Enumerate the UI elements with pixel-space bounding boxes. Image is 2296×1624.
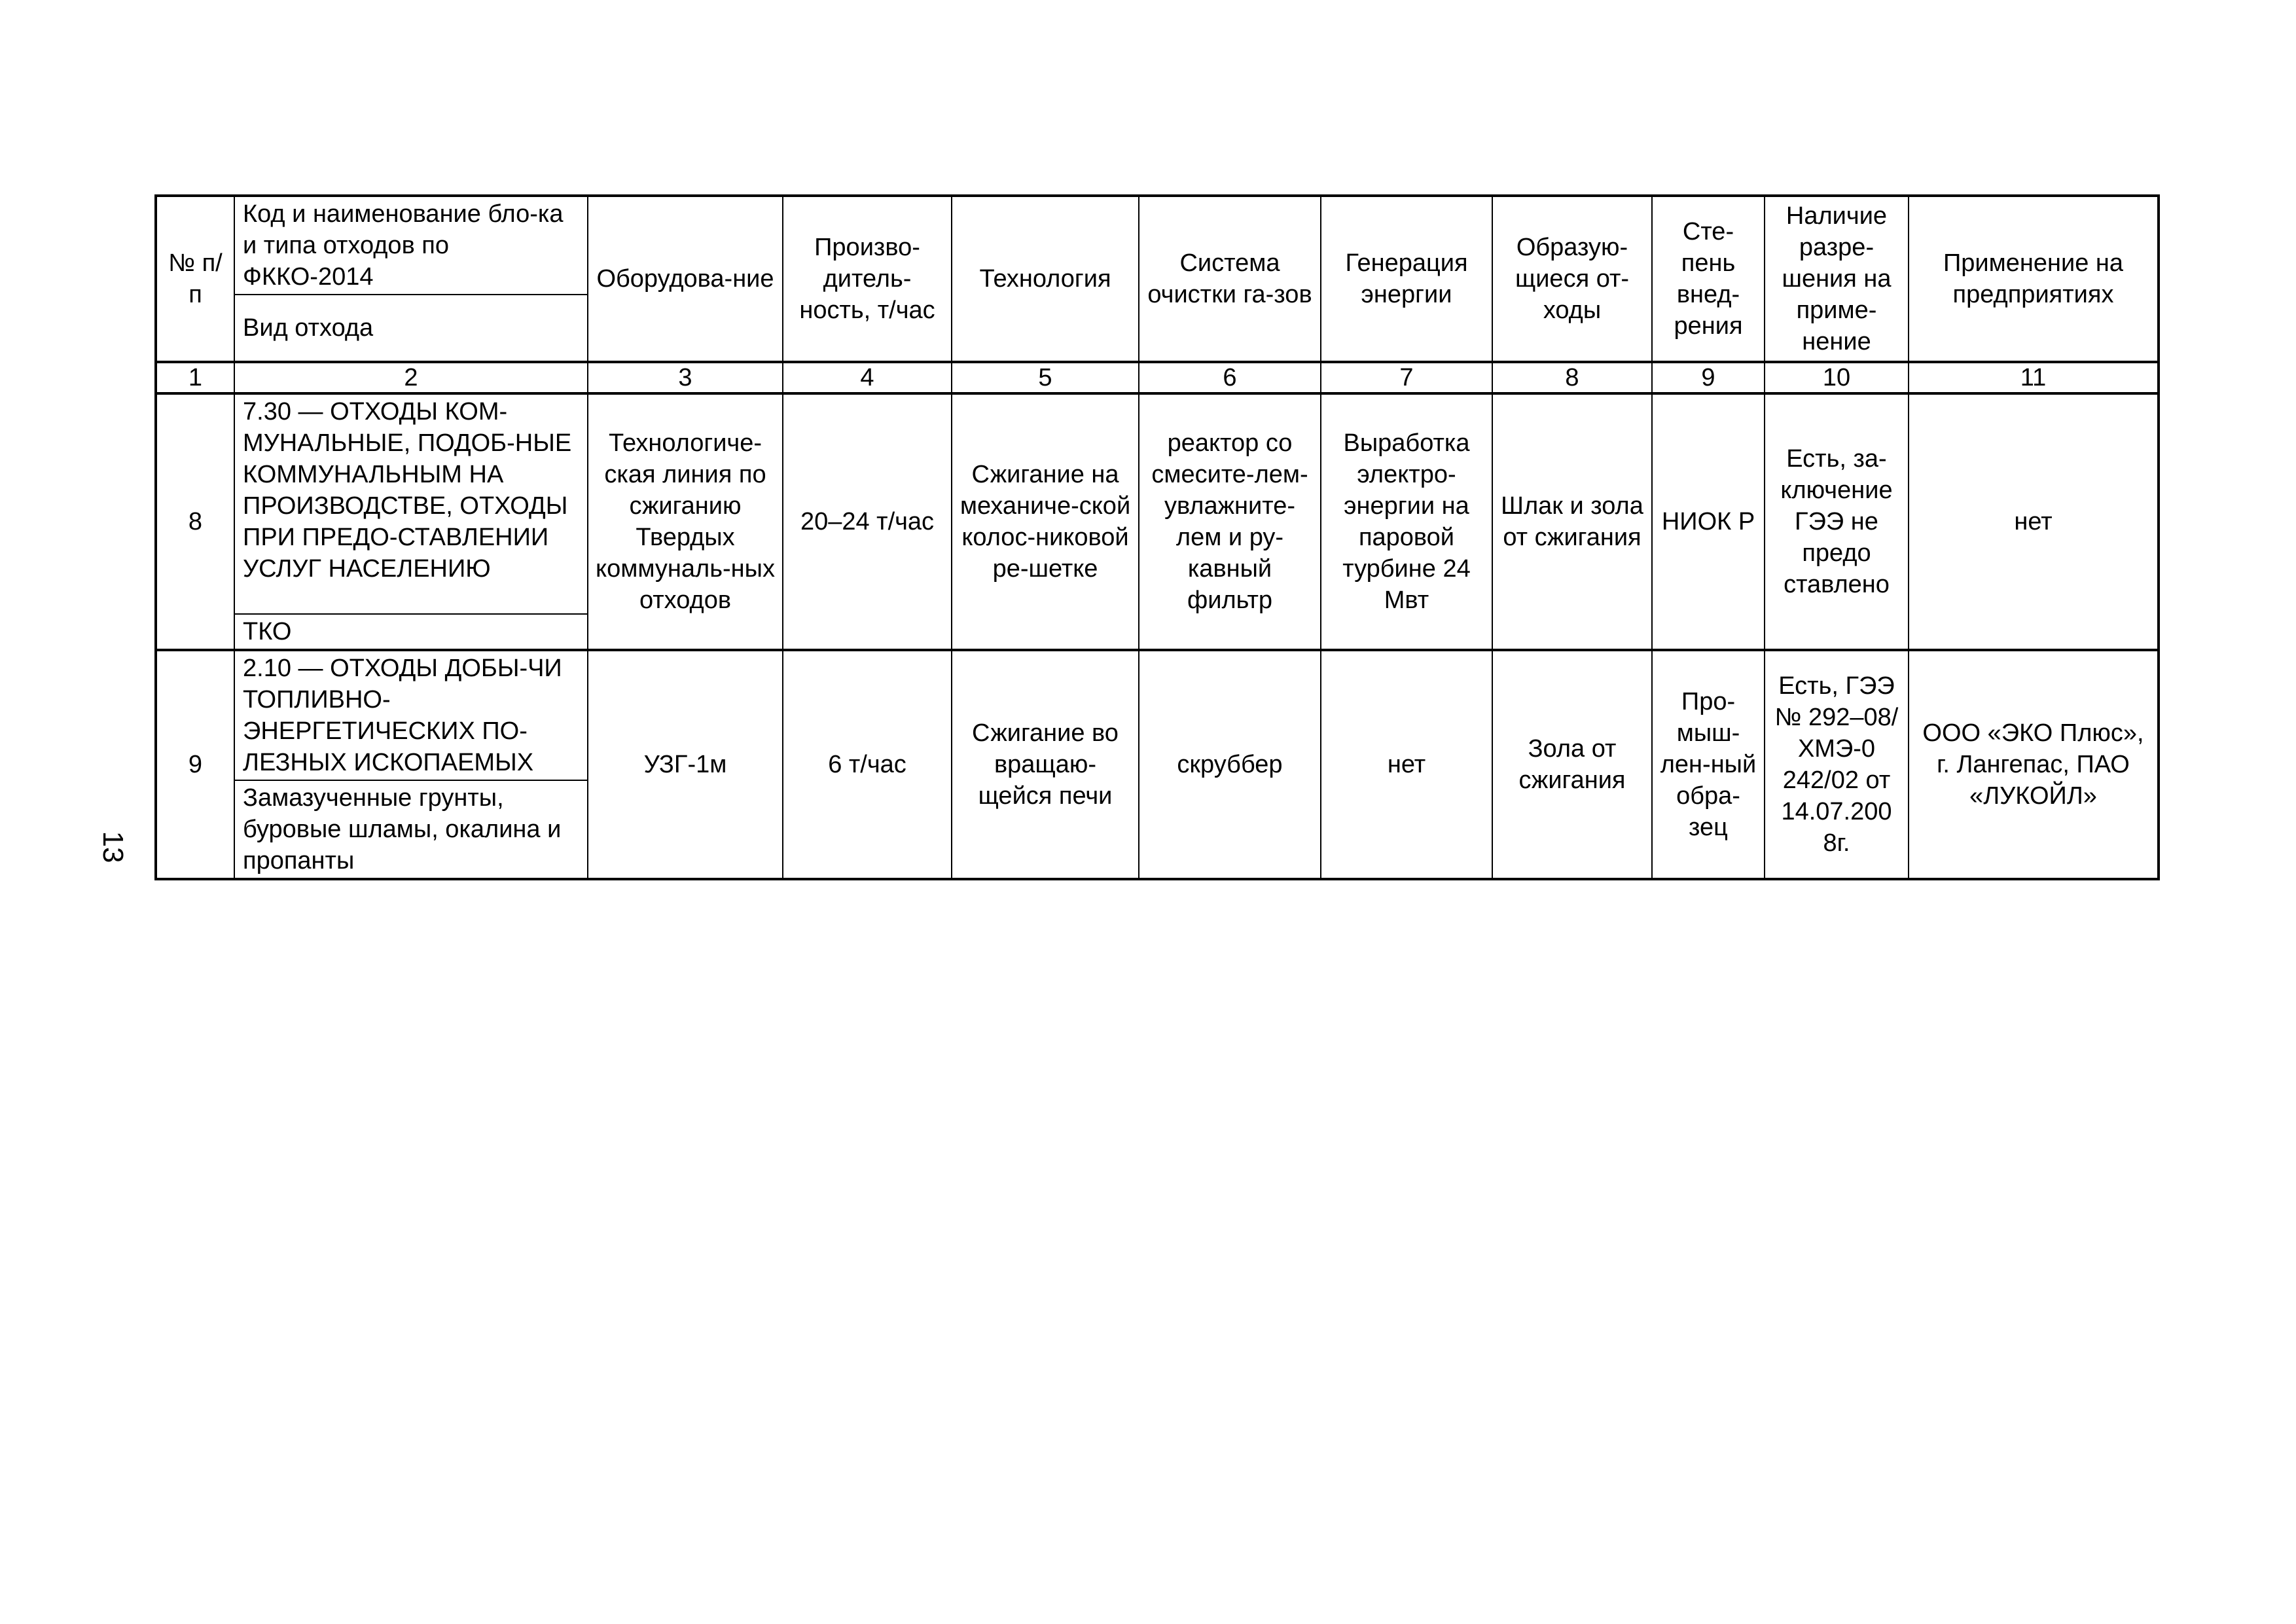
header-usage: Применение на предприятиях: [1909, 196, 2159, 362]
header-capacity: Произво-дитель-ность, т/час: [783, 196, 952, 362]
row-gas-cleaning: скруббер: [1139, 650, 1321, 879]
waste-processing-table: [154, 194, 2160, 880]
row-capacity: 6 т/час: [783, 650, 952, 879]
column-number: 11: [1909, 362, 2159, 393]
row-usage: нет: [1909, 393, 2159, 650]
header-gas-cleaning: Система очистки га-зов: [1139, 196, 1321, 362]
table-row: [156, 393, 2159, 614]
row-block-type: 2.10 — ОТХОДЫ ДОБЫ-ЧИ ТОПЛИВНО-ЭНЕРГЕТИЧЕСКИХ ПО-ЛЕЗНЫХ ИСКОПАЕМЫХ: [234, 650, 588, 780]
column-number-row: [156, 362, 2159, 393]
row-gas-cleaning: реактор со смесите-лем-увлажните-лем и ру-кавный фильтр: [1139, 393, 1321, 650]
column-number: 6: [1139, 362, 1321, 393]
header-waste-kind: Вид отхода: [234, 295, 588, 362]
column-number: 2: [234, 362, 588, 393]
row-technology: Сжигание во вращаю-щейся печи: [952, 650, 1139, 879]
page-number: 13: [97, 831, 129, 863]
row-byproducts: Зола от сжигания: [1492, 650, 1652, 879]
row-usage: ООО «ЭКО Плюс», г. Лангепас, ПАО «ЛУКОЙЛ»: [1909, 650, 2159, 879]
header-energy: Генерация энергии: [1321, 196, 1492, 362]
row-permit: Есть, за-ключение ГЭЭ не предо ставлено: [1765, 393, 1909, 650]
column-number: 4: [783, 362, 952, 393]
column-number: 9: [1652, 362, 1765, 393]
header-block-type: Код и наименование бло-ка и типа отходов по ФККО-2014: [234, 196, 588, 295]
row-technology: Сжигание на механиче-ской колос-никовой ре-шетке: [952, 393, 1139, 650]
row-permit: Есть, ГЭЭ № 292–08/ХМЭ-0 242/02 от 14.07.200 8г.: [1765, 650, 1909, 879]
row-energy: Выработка электро-энергии на паровой турбине 24 Мвт: [1321, 393, 1492, 650]
header-equipment: Оборудова-ние: [588, 196, 783, 362]
header-byproducts: Образую-щиеся от-ходы: [1492, 196, 1652, 362]
row-waste-kind: Замазученные грунты, буровые шламы, окалина и пропанты: [234, 780, 588, 879]
row-block-type: 7.30 — ОТХОДЫ КОМ-МУНАЛЬНЫЕ, ПОДОБ-НЫЕ КОММУНАЛЬНЫМ НА ПРОИЗВОДСТВЕ, ОТХОДЫ ПРИ ПРЕДО-СТАВЛЕНИИ УСЛУГ НАСЕЛЕНИЮ: [234, 393, 588, 614]
header-maturity: Сте-пень внед-рения: [1652, 196, 1765, 362]
row-equipment: Технологиче-ская линия по сжиганию Твердых коммуналь-ных отходов: [588, 393, 783, 650]
header-permit: Наличие разре-шения на приме-нение: [1765, 196, 1909, 362]
row-maturity: НИОК Р: [1652, 393, 1765, 650]
row-num: 8: [156, 393, 234, 650]
row-byproducts: Шлак и зола от сжигания: [1492, 393, 1652, 650]
row-equipment: УЗГ-1м: [588, 650, 783, 879]
column-number: 1: [156, 362, 234, 393]
row-capacity: 20–24 т/час: [783, 393, 952, 650]
row-num: 9: [156, 650, 234, 879]
table-row: [156, 650, 2159, 780]
column-number: 10: [1765, 362, 1909, 393]
row-waste-kind: ТКО: [234, 614, 588, 650]
header-technology: Технология: [952, 196, 1139, 362]
header-row: [156, 196, 2159, 295]
column-number: 3: [588, 362, 783, 393]
row-maturity: Про-мыш-лен-ный обра-зец: [1652, 650, 1765, 879]
header-num: № п/п: [156, 196, 234, 362]
row-energy: нет: [1321, 650, 1492, 879]
column-number: 5: [952, 362, 1139, 393]
column-number: 8: [1492, 362, 1652, 393]
column-number: 7: [1321, 362, 1492, 393]
